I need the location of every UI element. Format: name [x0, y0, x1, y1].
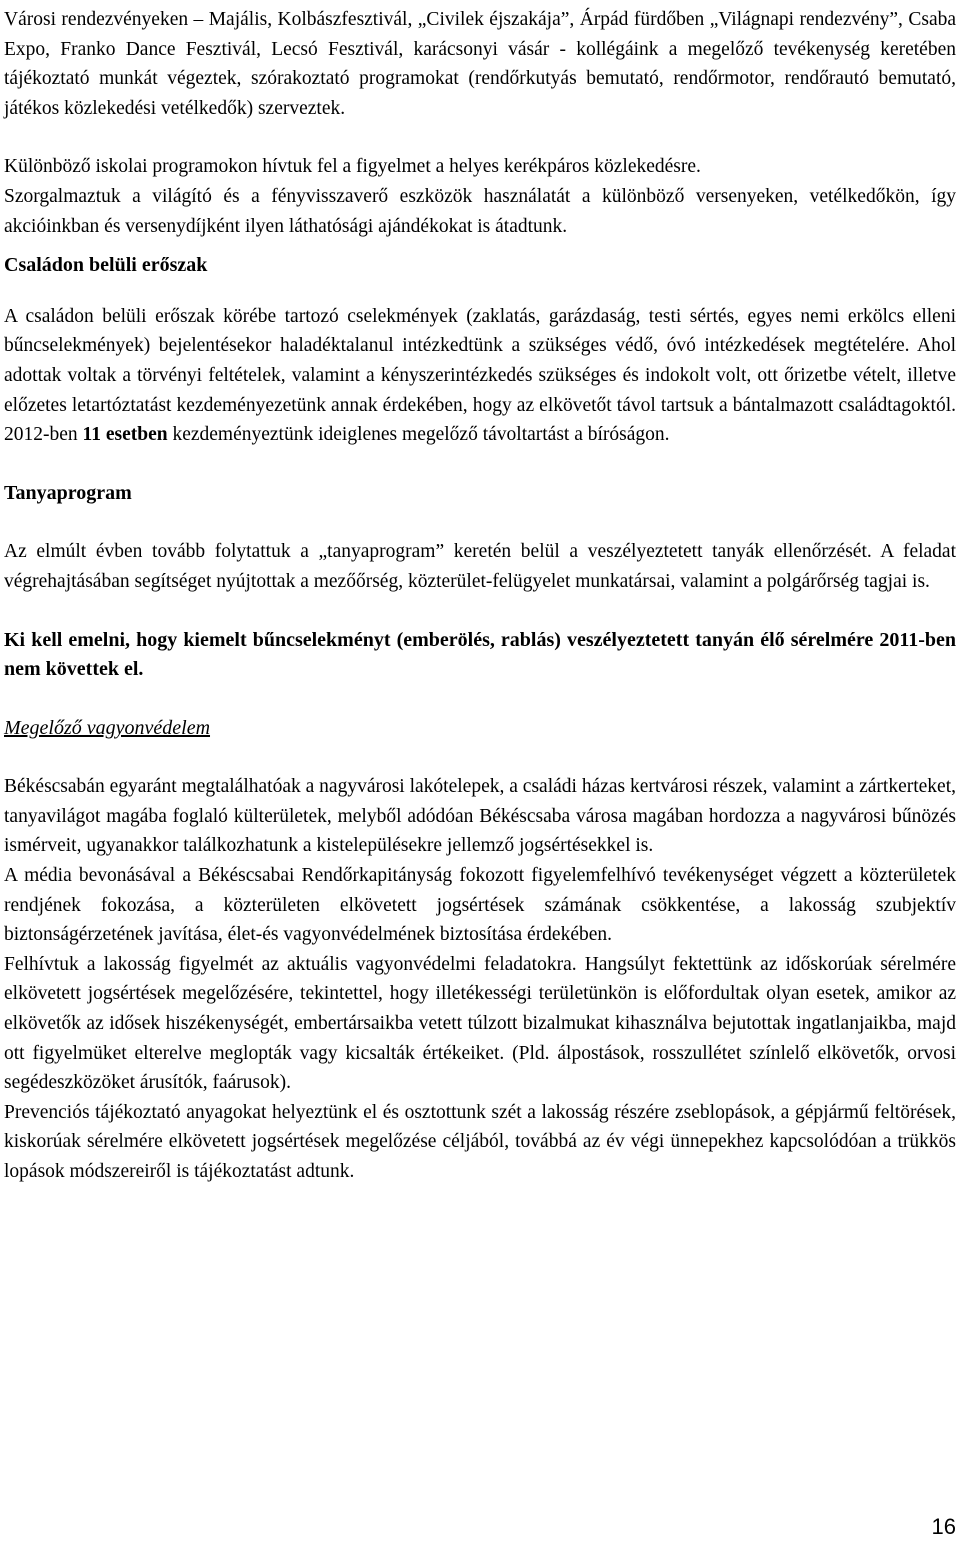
paragraph-school-programs: Különböző iskolai programokon hívtuk fel a figyelmet a helyes kerékpáros közlekedésre.	[4, 156, 701, 178]
paragraph-domestic-violence	[4, 302, 956, 450]
paragraph-city-events: Városi rendezvényeken – Majális, Kolbászfesztivál, „Civilek éjszakája”, Árpád fürdőben „Világnapi rendezvény”, Csaba Expo, Franko Dance Fesztivál, Lecsó Fesztivál, karácsonyi vásár - kollégáink a megelőző tevékenység keretében tájékoztató munkát végeztek, szórakoztató programokat (rendőrkutyás bemutató, rendőrmotor, rendőrautó bemutató, játékos közlekedési vetélkedők) szerveztek.	[4, 9, 956, 119]
emphasis-case-count: 11 esetben	[82, 424, 168, 446]
heading-domestic-violence: Családon belüli erőszak	[4, 254, 208, 277]
paragraph-farm-program: Az elmúlt évben tovább folytattuk a „tanyaprogram” keretén belül a veszélyeztetett tanyák ellenőrzését. A feladat végrehajtásában segítséget nyújtottak a mezőőrség, közterület-felügyelet munkatársai, valamint a polgárőrség tagjai is.	[4, 541, 956, 592]
spacer	[4, 241, 956, 251]
paragraph-elderly-protection: Felhívtuk a lakosság figyelmét az aktuális vagyonvédelmi feladatokra. Hangsúlyt fektettünk az időskorúak sérelmére elkövetett jogsértések megelőzésére, tekintettel, hogy illetékességi területünkön is előfordultak olyan esetek, amikor az elkövetők az idősek hiszékenységét, embertársaikba vetett túlzott bizalmukat kihasználva bejutottak ingatlanjaikba, majd ott figyelmüket elterelve meglopták vagy kicsalták értékeiket. (Pld. álpostások, rosszullétet színlelő elkövetők, orvosi segédeszközöket árusítók, faárusok).	[4, 953, 956, 1094]
paragraph-domestic-violence-text-a: A családon belüli erőszak körébe tartozó cselekmények (zaklatás, garázdaság, testi sértés, egyes nemi erkölcs elleni bűncselekmények) bejelentésekor haladéktalanul intézkedtünk a szükséges védő, óvó intézkedések megtételére. Ahol adottak voltak a törvényi feltételek, valamint a kényszerintézkedés szükséges és indokolt volt, ott őrizetbe vételt, illetve előzetes letartóztatást kezdeményezetünk annak érdekében, hogy az elkövetőt távol tartsuk a bántalmazott családtagoktól. 2012-ben	[4, 305, 956, 446]
page-number: 16	[931, 1514, 956, 1539]
spacer	[4, 450, 956, 479]
paragraph-media-campaign: A média bevonásával a Békéscsabai Rendőrkapitányság fokozott figyelemfelhívó tevékenységet végzett a közterületek rendjének fokozása, a közterületen elkövetett jogsértések számának csökkentése, a lakosság szubjektív biztonságérzetének javítása, élet-és vagyonvédelmének biztosítása érdekében.	[4, 865, 956, 946]
paragraph-prevention-materials: Prevenciós tájékoztató anyagokat helyeztünk el és osztottunk szét a lakosság részére zseblopások, a gépjármű feltörések, kiskorúak sérelmére elkövetett jogsértések megelőzése céljából, továbbá az év végi ünnepekhez kapcsolódóan a trükkös lopások módszereiről is tájékoztatást adtunk.	[4, 1101, 956, 1182]
heading-property-protection: Megelőző vagyonvédelem	[4, 716, 211, 739]
paragraph-reflective-equipment: Szorgalmaztuk a világító és a fényvisszaverő eszközök használatát a különböző versenyeken, vetélkedőkön, így akcióinkban és versenydíjként ilyen láthatósági ajándékokat is átadtunk.	[4, 185, 956, 237]
heading-farm-program: Tanyaprogram	[4, 481, 132, 504]
spacer	[4, 743, 956, 772]
paragraph-domestic-violence-text-b: kezdeményeztünk ideiglenes megelőző távoltartást a bíróságon.	[167, 424, 670, 446]
paragraph-farm-highlight: Ki kell emelni, hogy kiemelt bűncselekményt (emberölés, rablás) veszélyeztetett tanyán élő sérelmére 2011-ben nem követtek el.	[4, 628, 956, 681]
spacer	[4, 685, 956, 714]
spacer	[4, 281, 956, 302]
spacer	[4, 597, 956, 626]
spacer	[4, 508, 956, 537]
spacer	[4, 123, 956, 152]
document-page	[4, 5, 956, 1187]
paragraph-bekescsaba-areas: Békéscsabán egyaránt megtalálhatóak a nagyvárosi lakótelepek, a családi házas kertvárosi részek, valamint a zártkerteket, tanyavilágot magába foglaló külterületek, melyből adódóan Békéscsaba városa magában hordozza a nagyvárosi bűnözés ismérveit, ugyanakkor találkozhatunk a kistelepülésekre jellemző jogsértésekkel is.	[4, 776, 956, 857]
